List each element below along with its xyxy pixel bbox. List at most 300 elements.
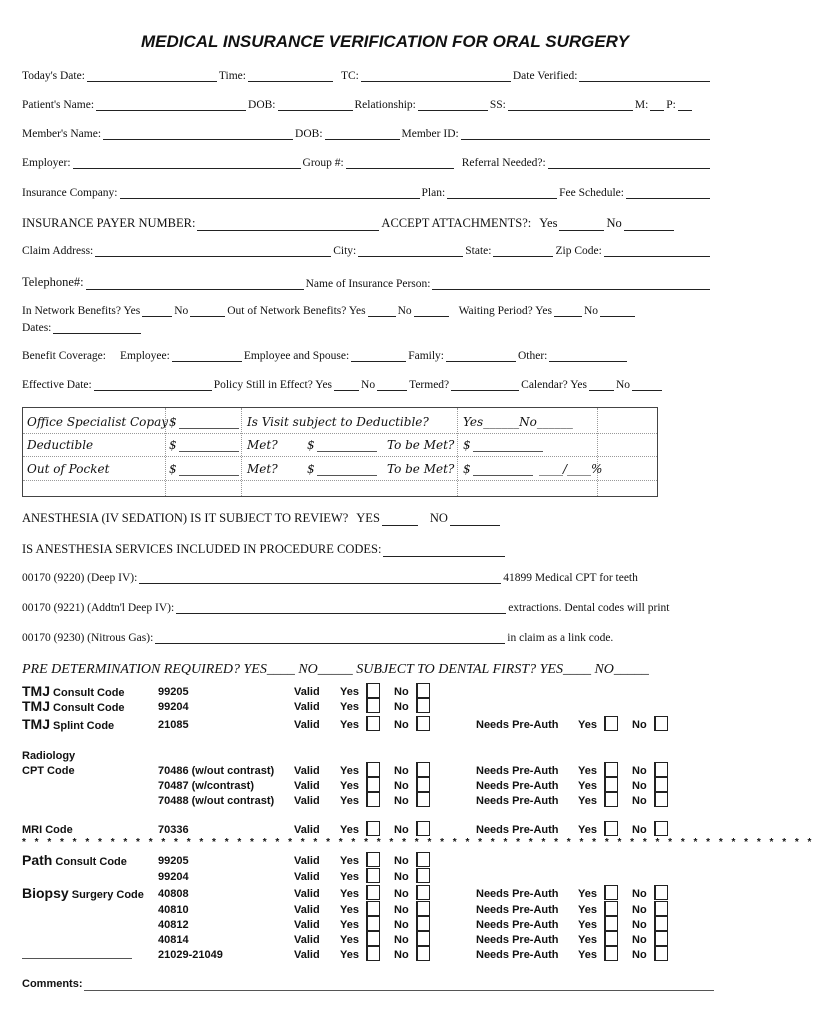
plan-label: Plan: (421, 187, 446, 199)
group-label: Group #: (302, 157, 344, 169)
valid-no-checkbox[interactable] (416, 852, 430, 867)
valid-yes-checkbox[interactable] (366, 792, 380, 807)
deductible-met-field[interactable] (317, 451, 377, 452)
claim-address-label: Claim Address: (22, 245, 94, 257)
no-label: No (394, 949, 409, 961)
preauth-no-checkbox[interactable] (654, 916, 668, 931)
valid-yes-checkbox[interactable] (366, 868, 380, 883)
cpt-code: 40814 (158, 934, 189, 946)
valid-no-checkbox[interactable] (416, 821, 430, 836)
oop-field[interactable] (179, 475, 239, 476)
row-patient (22, 99, 712, 111)
addtnl-deep-iv-label: 00170 (9221) (Addtn'l Deep IV): (22, 602, 175, 614)
preauth-no-checkbox[interactable] (654, 777, 668, 792)
valid-no-checkbox[interactable] (416, 777, 430, 792)
employee-field[interactable] (172, 350, 242, 362)
comments-label: Comments: (22, 978, 83, 990)
deductible-tbm-label: To be Met? (387, 438, 455, 452)
family-field[interactable] (446, 350, 516, 362)
copay-label: Office Specialist Copay (27, 415, 169, 429)
preauth-no-label: No (632, 780, 647, 792)
preauth-no-checkbox[interactable] (654, 821, 668, 836)
calendar-no-field[interactable] (632, 379, 662, 391)
preauth-yes-checkbox[interactable] (604, 885, 618, 900)
valid-no-checkbox[interactable] (416, 716, 430, 731)
valid-no-checkbox[interactable] (416, 683, 430, 698)
member-name-field[interactable] (103, 128, 293, 140)
needs-preauth-label: Needs Pre-Auth (476, 780, 559, 792)
deductible-met-label: Met? (247, 438, 278, 452)
preauth-no-label: No (632, 919, 647, 931)
deep-iv-field[interactable] (139, 572, 501, 584)
code-group-name: TMJ (22, 683, 50, 699)
family-label: Family: (408, 350, 444, 362)
needs-preauth-label: Needs Pre-Auth (476, 904, 559, 916)
oop-tbm-dollar: $ (463, 462, 471, 476)
preauth-yes-checkbox[interactable] (604, 901, 618, 916)
oop-label: Out of Pocket (27, 462, 110, 476)
box-divider (597, 408, 598, 496)
row-payer (22, 216, 712, 231)
policy-yes-field[interactable] (334, 379, 359, 391)
valid-yes-checkbox[interactable] (366, 777, 380, 792)
employee-spouse-field[interactable] (351, 350, 406, 362)
valid-yes-checkbox[interactable] (366, 683, 380, 698)
preauth-no-checkbox[interactable] (654, 762, 668, 777)
preauth-no-checkbox[interactable] (654, 931, 668, 946)
zip-label: Zip Code: (555, 245, 602, 257)
no-label: No (394, 780, 409, 792)
in-network-yes-field[interactable] (142, 305, 172, 317)
deductible-tbm-dollar: $ (463, 438, 471, 452)
dates-label: Dates: (22, 322, 52, 334)
anesthesia-line-2 (22, 602, 712, 614)
code-row-label (22, 852, 127, 868)
anesthesia-yes-field[interactable] (382, 514, 418, 526)
plan-field[interactable] (447, 187, 557, 199)
oop-met-field[interactable] (317, 475, 377, 476)
telephone-label: Telephone#: (22, 275, 84, 289)
out-network-no-field[interactable] (414, 305, 449, 317)
preauth-yes-checkbox[interactable] (604, 916, 618, 931)
todays-date-field[interactable] (87, 70, 217, 82)
deductible-field[interactable] (179, 451, 239, 452)
code-type: MRI Code (22, 824, 73, 836)
yes-label: Yes (340, 701, 359, 713)
oop-dollar: $ (169, 462, 177, 476)
employer-label: Employer: (22, 157, 71, 169)
time-label: Time: (218, 70, 246, 82)
todays-date-label: Today's Date: (22, 70, 85, 82)
valid-yes-checkbox[interactable] (366, 885, 380, 900)
employee-spouse-label: Employee and Spouse: (243, 350, 350, 362)
telephone-field[interactable] (86, 278, 304, 290)
code-row-label (22, 824, 73, 836)
in-network-no-field[interactable] (190, 305, 225, 317)
row-employer (22, 157, 712, 169)
out-network-label: Out of Network Benefits? Yes (227, 305, 366, 317)
yes-label: Yes (340, 824, 359, 836)
oop-tbm-field[interactable] (473, 475, 533, 476)
code-type: Consult Code (52, 856, 127, 868)
termed-field[interactable] (451, 379, 519, 391)
preauth-yes-checkbox[interactable] (604, 946, 618, 961)
ss-label: SS: (489, 99, 506, 111)
valid-no-checkbox[interactable] (416, 698, 430, 713)
date-verified-field[interactable] (579, 70, 710, 82)
state-field[interactable] (493, 245, 553, 257)
row-dates (22, 70, 712, 82)
valid-yes-checkbox[interactable] (366, 901, 380, 916)
valid-yes-checkbox[interactable] (366, 852, 380, 867)
preauth-yes-label: Yes (578, 904, 597, 916)
valid-label: Valid (294, 686, 320, 698)
valid-no-checkbox[interactable] (416, 868, 430, 883)
insurance-person-field[interactable] (432, 278, 710, 290)
needs-preauth-label: Needs Pre-Auth (476, 795, 559, 807)
box-divider (23, 480, 657, 481)
calendar-label: Calendar? Yes (521, 379, 587, 391)
preauth-no-label: No (632, 934, 647, 946)
deductible-met-dollar: $ (307, 438, 315, 452)
member-dob-field[interactable] (325, 128, 400, 140)
preauth-yes-label: Yes (578, 949, 597, 961)
no-label: No (394, 795, 409, 807)
code-type: Radiology (22, 750, 76, 762)
no-label: No (394, 719, 409, 731)
no-label: No (394, 855, 409, 867)
code-group-name: TMJ (22, 698, 50, 714)
anesthesia-review (22, 511, 712, 526)
effective-date-label: Effective Date: (22, 379, 92, 391)
city-label: City: (333, 245, 357, 257)
cpt-code: 70488 (w/out contrast) (158, 795, 275, 807)
yes-label: Yes (340, 855, 359, 867)
valid-label: Valid (294, 934, 320, 946)
preauth-yes-checkbox[interactable] (604, 762, 618, 777)
m-label: M: (634, 99, 649, 111)
cpt-code: 21085 (158, 719, 189, 731)
in-network-no-label: No (174, 305, 189, 317)
row-telephone (22, 275, 712, 290)
yes-label: Yes (340, 719, 359, 731)
insurance-company-field[interactable] (120, 187, 420, 199)
member-id-field[interactable] (461, 128, 710, 140)
blank-line[interactable] (22, 958, 132, 959)
referral-label: Referral Needed?: (461, 157, 546, 169)
valid-yes-checkbox[interactable] (366, 698, 380, 713)
preauth-yes-label: Yes (578, 780, 597, 792)
dates-field[interactable] (53, 322, 141, 334)
policy-no-field[interactable] (377, 379, 407, 391)
in-network-label: In Network Benefits? Yes (22, 305, 141, 317)
attach-no-field[interactable] (624, 219, 674, 231)
oop-tbm-label: To be Met? (387, 462, 455, 476)
cpt-code: 40810 (158, 904, 189, 916)
insurance-company-label: Insurance Company: (22, 187, 118, 199)
needs-preauth-label: Needs Pre-Auth (476, 919, 559, 931)
fee-schedule-field[interactable] (626, 187, 710, 199)
member-id-label: Member ID: (401, 128, 459, 140)
yes-label: Yes (340, 765, 359, 777)
tc-label: TC: (340, 70, 359, 82)
anesthesia-line-1 (22, 572, 712, 584)
p-field[interactable] (678, 99, 692, 111)
employee-label: Employee: (119, 350, 170, 362)
attach-yes-label: Yes (539, 216, 558, 230)
cpt-code: 99204 (158, 701, 189, 713)
preauth-no-label: No (632, 765, 647, 777)
separator-stars: * * * * * * * * * * * * * * * * * * * * * * * * * * * * * * * * * * * * * * * * * * * * * * * * * * * * * * * * * * * * * * * (22, 837, 814, 848)
p-label: P: (666, 99, 676, 111)
nitrous-field[interactable] (155, 632, 505, 644)
nitrous-label: 00170 (9230) (Nitrous Gas): (22, 632, 154, 644)
preauth-no-label: No (632, 888, 647, 900)
other-label: Other: (518, 350, 548, 362)
valid-label: Valid (294, 949, 320, 961)
deep-iv-label: 00170 (9220) (Deep IV): (22, 572, 138, 584)
preauth-no-checkbox[interactable] (654, 946, 668, 961)
row-claim (22, 245, 712, 257)
valid-no-checkbox[interactable] (416, 901, 430, 916)
employer-field[interactable] (73, 157, 301, 169)
code-row-label (22, 765, 75, 777)
oop-met-label: Met? (247, 462, 278, 476)
insurance-person-label: Name of Insurance Person: (305, 278, 431, 290)
m-field[interactable] (650, 99, 664, 111)
attach-yes-field[interactable] (559, 219, 604, 231)
preauth-no-label: No (632, 904, 647, 916)
code-row-label (22, 885, 144, 901)
yes-label: Yes (340, 949, 359, 961)
predetermination-line: PRE DETERMINATION REQUIRED? YES____ NO_____ SUBJECT TO DENTAL FIRST? YES____ NO_____ (22, 662, 649, 677)
anesthesia-no-field[interactable] (450, 514, 500, 526)
copay-field[interactable] (179, 428, 239, 429)
needs-preauth-label: Needs Pre-Auth (476, 934, 559, 946)
comments-field[interactable] (84, 990, 714, 991)
no-label: No (394, 919, 409, 931)
deductible-tbm-field[interactable] (473, 451, 543, 452)
valid-label: Valid (294, 871, 320, 883)
yes-label: Yes (340, 904, 359, 916)
out-network-yes-field[interactable] (368, 305, 396, 317)
benefits-box (22, 407, 658, 497)
state-label: State: (465, 245, 492, 257)
group-field[interactable] (346, 157, 454, 169)
anesthesia-no-label: NO (429, 511, 448, 525)
preauth-no-checkbox[interactable] (654, 901, 668, 916)
anesthesia-yes-label: YES (356, 511, 380, 525)
box-divider (23, 456, 657, 457)
needs-preauth-label: Needs Pre-Auth (476, 765, 559, 777)
other-field[interactable] (549, 350, 627, 362)
box-divider (241, 408, 242, 496)
needs-preauth-label: Needs Pre-Auth (476, 949, 559, 961)
policy-effect-label: Policy Still in Effect? Yes (213, 379, 333, 391)
yes-label: Yes (340, 888, 359, 900)
code-type: Splint Code (50, 720, 115, 732)
referral-field[interactable] (548, 157, 710, 169)
code-row-label (22, 683, 125, 699)
row-insurance (22, 187, 712, 199)
relationship-field[interactable] (418, 99, 488, 111)
valid-label: Valid (294, 855, 320, 867)
box-divider (457, 408, 458, 496)
preauth-yes-checkbox[interactable] (604, 716, 618, 731)
preauth-yes-label: Yes (578, 765, 597, 777)
out-network-no-label: No (397, 305, 412, 317)
payer-number-field[interactable] (197, 219, 379, 231)
valid-no-checkbox[interactable] (416, 916, 430, 931)
preauth-no-checkbox[interactable] (654, 716, 668, 731)
valid-yes-checkbox[interactable] (366, 931, 380, 946)
preauth-yes-checkbox[interactable] (604, 777, 618, 792)
cpt-code: 21029-21049 (158, 949, 223, 961)
valid-yes-checkbox[interactable] (366, 762, 380, 777)
patient-name-label: Patient's Name: (22, 99, 95, 111)
valid-label: Valid (294, 919, 320, 931)
cpt-code: 70336 (158, 824, 189, 836)
calendar-yes-field[interactable] (589, 379, 614, 391)
fee-schedule-label: Fee Schedule: (559, 187, 624, 199)
preauth-yes-checkbox[interactable] (604, 821, 618, 836)
preauth-yes-label: Yes (578, 888, 597, 900)
claim-address-field[interactable] (95, 245, 331, 257)
cpt-code: 70487 (w/contrast) (158, 780, 254, 792)
code-row-label (22, 750, 75, 762)
anesthesia-included (22, 542, 712, 557)
preauth-yes-label: Yes (578, 719, 597, 731)
preauth-no-label: No (632, 824, 647, 836)
no-label: No (394, 904, 409, 916)
cpt-note-3: in claim as a link code. (507, 632, 614, 644)
valid-yes-checkbox[interactable] (366, 821, 380, 836)
member-dob-label: DOB: (295, 128, 323, 140)
preauth-yes-label: Yes (578, 795, 597, 807)
valid-yes-checkbox[interactable] (366, 916, 380, 931)
attach-no-label: No (606, 216, 622, 230)
valid-no-checkbox[interactable] (416, 762, 430, 777)
anesthesia-included-field[interactable] (383, 545, 505, 557)
tc-field[interactable] (361, 70, 511, 82)
row-benefit (22, 350, 712, 362)
preauth-yes-checkbox[interactable] (604, 931, 618, 946)
preauth-no-label: No (632, 949, 647, 961)
row-dates-waiting (22, 322, 712, 334)
preauth-yes-checkbox[interactable] (604, 792, 618, 807)
yes-label: Yes (340, 934, 359, 946)
calendar-no-label: No (615, 379, 631, 391)
no-label: No (394, 871, 409, 883)
patient-name-field[interactable] (96, 99, 246, 111)
cpt-note-2: extractions. Dental codes will print (508, 602, 670, 614)
no-label: No (394, 686, 409, 698)
cpt-code: 99205 (158, 855, 189, 867)
waiting-label: Waiting Period? Yes (458, 305, 552, 317)
valid-label: Valid (294, 701, 320, 713)
code-row-label (22, 716, 114, 732)
waiting-no-field[interactable] (600, 305, 635, 317)
cpt-note-1: 41899 Medical CPT for teeth (503, 572, 638, 584)
benefit-coverage-label: Benefit Coverage: (22, 350, 106, 362)
valid-label: Valid (294, 719, 320, 731)
needs-preauth-label: Needs Pre-Auth (476, 888, 559, 900)
relationship-label: Relationship: (354, 99, 416, 111)
code-type: Consult Code (50, 702, 125, 714)
termed-label: Termed? (409, 379, 450, 391)
yes-label: Yes (340, 795, 359, 807)
ss-field[interactable] (508, 99, 633, 111)
valid-no-checkbox[interactable] (416, 931, 430, 946)
valid-label: Valid (294, 795, 320, 807)
yes-label: Yes (340, 780, 359, 792)
visit-subject-label: Is Visit subject to Deductible? (247, 415, 429, 429)
no-label: No (394, 765, 409, 777)
cpt-code: 99205 (158, 686, 189, 698)
oop-met-dollar: $ (307, 462, 315, 476)
policy-no-label: No (361, 379, 376, 391)
preauth-yes-label: Yes (578, 919, 597, 931)
preauth-no-label: No (632, 795, 647, 807)
member-name-label: Member's Name: (22, 128, 102, 140)
valid-no-checkbox[interactable] (416, 792, 430, 807)
valid-no-checkbox[interactable] (416, 946, 430, 961)
row-effective (22, 379, 712, 391)
code-type: CPT Code (22, 765, 75, 777)
cpt-code: 40808 (158, 888, 189, 900)
waiting-no-label: No (583, 305, 598, 317)
payer-number-label: INSURANCE PAYER NUMBER: (22, 216, 196, 230)
code-group-name: TMJ (22, 716, 50, 732)
effective-date-field[interactable] (94, 379, 212, 391)
preauth-no-checkbox[interactable] (654, 792, 668, 807)
cpt-code: 99204 (158, 871, 189, 883)
valid-yes-checkbox[interactable] (366, 716, 380, 731)
waiting-yes-field[interactable] (554, 305, 582, 317)
no-label: No (394, 701, 409, 713)
deductible-label: Deductible (27, 438, 94, 452)
anesthesia-included-label: IS ANESTHESIA SERVICES INCLUDED IN PROCEDURE CODES: (22, 542, 382, 556)
dob-field[interactable] (278, 99, 353, 111)
no-label: No (394, 888, 409, 900)
addtnl-deep-iv-field[interactable] (176, 602, 506, 614)
preauth-no-checkbox[interactable] (654, 885, 668, 900)
zip-field[interactable] (604, 245, 710, 257)
cpt-code: 70486 (w/out contrast) (158, 765, 275, 777)
yes-label: Yes (340, 686, 359, 698)
valid-no-checkbox[interactable] (416, 885, 430, 900)
preauth-yes-label: Yes (578, 934, 597, 946)
cpt-code: 40812 (158, 919, 189, 931)
valid-label: Valid (294, 780, 320, 792)
date-verified-label: Date Verified: (512, 70, 578, 82)
code-type: Surgery Code (68, 889, 144, 901)
city-field[interactable] (358, 245, 463, 257)
needs-preauth-label: Needs Pre-Auth (476, 824, 559, 836)
dob-label: DOB: (248, 99, 276, 111)
preauth-yes-label: Yes (578, 824, 597, 836)
valid-label: Valid (294, 824, 320, 836)
yes-label: Yes (340, 919, 359, 931)
form-title: MEDICAL INSURANCE VERIFICATION FOR ORAL SURGERY (141, 32, 629, 51)
copay-dollar: $ (169, 415, 177, 429)
time-field[interactable] (248, 70, 333, 82)
accept-attachments-label: ACCEPT ATTACHMENTS?: (381, 216, 532, 230)
no-label: No (394, 934, 409, 946)
valid-yes-checkbox[interactable] (366, 946, 380, 961)
deductible-yes-no: Yes______No______ (463, 415, 573, 429)
no-label: No (394, 824, 409, 836)
